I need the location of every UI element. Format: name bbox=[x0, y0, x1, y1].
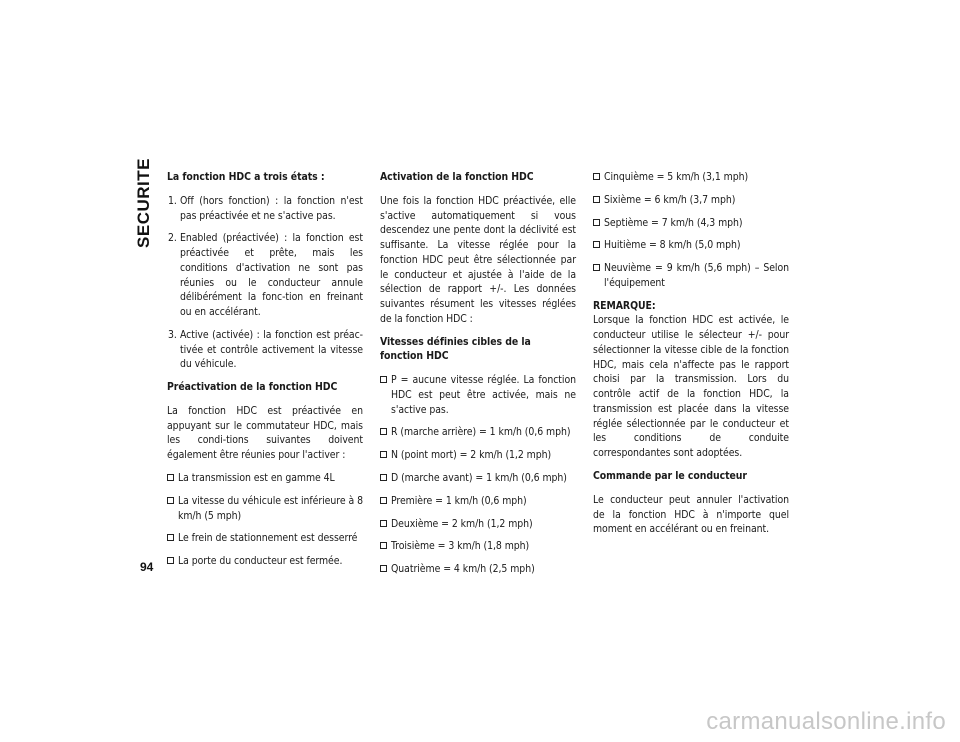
speed-item bbox=[593, 193, 789, 208]
condition-item bbox=[167, 554, 363, 569]
speed-text: Septième = 7 km/h (4,3 mph) bbox=[604, 216, 743, 229]
checkbox-square-icon bbox=[167, 474, 174, 481]
checkbox-square-icon bbox=[593, 219, 600, 226]
heading-speeds: Vitesses définies cibles de la fonction HDC bbox=[380, 335, 531, 363]
condition-text: Le frein de stationnement est desserré bbox=[178, 532, 358, 545]
speed-item bbox=[380, 539, 576, 554]
checkbox-square-icon bbox=[593, 264, 600, 271]
checkbox-square-icon bbox=[593, 173, 600, 180]
state-item bbox=[167, 231, 363, 320]
heading-preactivation: Préactivation de la fonction HDC bbox=[167, 381, 338, 394]
state-number: 3. bbox=[168, 328, 177, 341]
speed-item bbox=[593, 238, 789, 253]
speed-text: Deuxième = 2 km/h (1,2 mph) bbox=[391, 517, 533, 530]
checkbox-square-icon bbox=[380, 451, 387, 458]
checkbox-square-icon bbox=[380, 542, 387, 549]
state-number: 1. bbox=[168, 194, 177, 207]
checkbox-square-icon bbox=[380, 565, 387, 572]
speed-item bbox=[380, 494, 576, 509]
speed-item bbox=[380, 471, 576, 486]
remark-title: REMARQUE: bbox=[593, 299, 656, 312]
checkbox-square-icon bbox=[380, 474, 387, 481]
speed-text: Troisième = 3 km/h (1,8 mph) bbox=[391, 540, 530, 553]
speed-text: R (marche arrière) = 1 km/h (0,6 mph) bbox=[391, 426, 571, 439]
speed-text: D (marche avant) = 1 km/h (0,6 mph) bbox=[391, 472, 567, 485]
column-3 bbox=[593, 170, 789, 545]
checkbox-square-icon bbox=[593, 196, 600, 203]
heading-states: La fonction HDC a trois états : bbox=[167, 171, 325, 183]
speed-text: Quatrième = 4 km/h (2,5 mph) bbox=[391, 563, 535, 576]
state-text: Enabled (préactivée) : la fonction est préactivée et prête, mais les conditions d'activation ne sont pas réunies ou le conducteur annule délibérément la fonc-tion en freinant ou en accélérant. bbox=[180, 232, 363, 319]
state-item bbox=[167, 194, 363, 224]
checkbox-square-icon bbox=[167, 534, 174, 541]
speed-item bbox=[380, 517, 576, 532]
speed-item bbox=[593, 216, 789, 231]
section-tab bbox=[132, 158, 156, 258]
checkbox-square-icon bbox=[380, 520, 387, 527]
speed-text: Sixième = 6 km/h (3,7 mph) bbox=[604, 193, 736, 206]
preactivation-paragraph: La fonction HDC est préactivée en appuyant sur le commutateur HDC, mais les condi-tions suivantes doivent également être réunies pour l'activer : bbox=[167, 404, 363, 462]
checkbox-square-icon bbox=[167, 497, 174, 504]
condition-text: La transmission est en gamme 4L bbox=[178, 472, 335, 485]
condition-item bbox=[167, 471, 363, 486]
speed-text: P = aucune vitesse réglée. La fonction HDC est peut être activée, mais ne s'active pas. bbox=[391, 374, 576, 416]
speed-item bbox=[380, 425, 576, 440]
checkbox-square-icon bbox=[380, 497, 387, 504]
watermark: carmanualsonline.info bbox=[706, 708, 946, 735]
condition-text: La porte du conducteur est fermée. bbox=[178, 555, 343, 568]
state-text: Off (hors fonction) : la fonction n'est pas préactivée et ne s'active pas. bbox=[180, 194, 363, 222]
speed-text: Cinquième = 5 km/h (3,1 mph) bbox=[604, 171, 749, 183]
activation-paragraph: Une fois la fonction HDC préactivée, elle s'active automatiquement si vous descendez une pente dont la déclivité est suffisante. La vitesse réglée pour la fonction HDC peut être sélectionnée par le conducteur et ajustée à l'aide de la sélection de rapport +/-. Les données suivantes résument les vitesses réglées de la fonction HDC : bbox=[380, 194, 576, 325]
speed-text: Première = 1 km/h (0,6 mph) bbox=[391, 494, 527, 507]
state-text: Active (activée) : la fonction est préac-tivée et contrôle activement la vitesse du véhicule. bbox=[180, 328, 363, 371]
column-1 bbox=[167, 170, 363, 577]
state-number: 2. bbox=[168, 232, 177, 245]
speed-item bbox=[380, 562, 576, 577]
condition-item bbox=[167, 531, 363, 546]
state-item bbox=[167, 328, 363, 372]
checkbox-square-icon bbox=[380, 428, 387, 435]
heading-activation: Activation de la fonction HDC bbox=[380, 171, 534, 183]
checkbox-square-icon bbox=[167, 557, 174, 564]
checkbox-square-icon bbox=[380, 376, 387, 383]
speed-item bbox=[380, 448, 576, 463]
speed-item bbox=[593, 170, 789, 185]
condition-text: La vitesse du véhicule est inférieure à 8 km/h (5 mph) bbox=[178, 494, 363, 522]
speed-text: Neuvième = 9 km/h (5,6 mph) – Selon l'équipement bbox=[604, 262, 789, 289]
condition-item bbox=[167, 494, 363, 524]
page-number: 94 bbox=[140, 560, 154, 574]
speed-text: Huitième = 8 km/h (5,0 mph) bbox=[604, 239, 741, 252]
column-2 bbox=[380, 170, 576, 585]
heading-driver-control: Commande par le conducteur bbox=[593, 470, 747, 483]
speed-text: N (point mort) = 2 km/h (1,2 mph) bbox=[391, 449, 552, 462]
remark-paragraph: Lorsque la fonction HDC est activée, le conducteur utilise le sélecteur +/- pour sélectionner la vitesse cible de la fonction HDC, mais cela n'affecte pas le rapport choisi par la transmission. Lors du contrôle actif de la fonction HDC, la transmission est placée dans la vitesse réglée sélectionnée par le conducteur et les conditions de conduite correspondantes sont adoptées. bbox=[593, 314, 789, 460]
checkbox-square-icon bbox=[593, 241, 600, 248]
speed-item bbox=[380, 373, 576, 417]
driver-control-paragraph: Le conducteur peut annuler l'activation de la fonction HDC à n'importe quel moment en accélérant ou en freinant. bbox=[593, 493, 789, 536]
section-tab-label: SECURITE bbox=[134, 158, 153, 248]
speed-item bbox=[593, 261, 789, 291]
